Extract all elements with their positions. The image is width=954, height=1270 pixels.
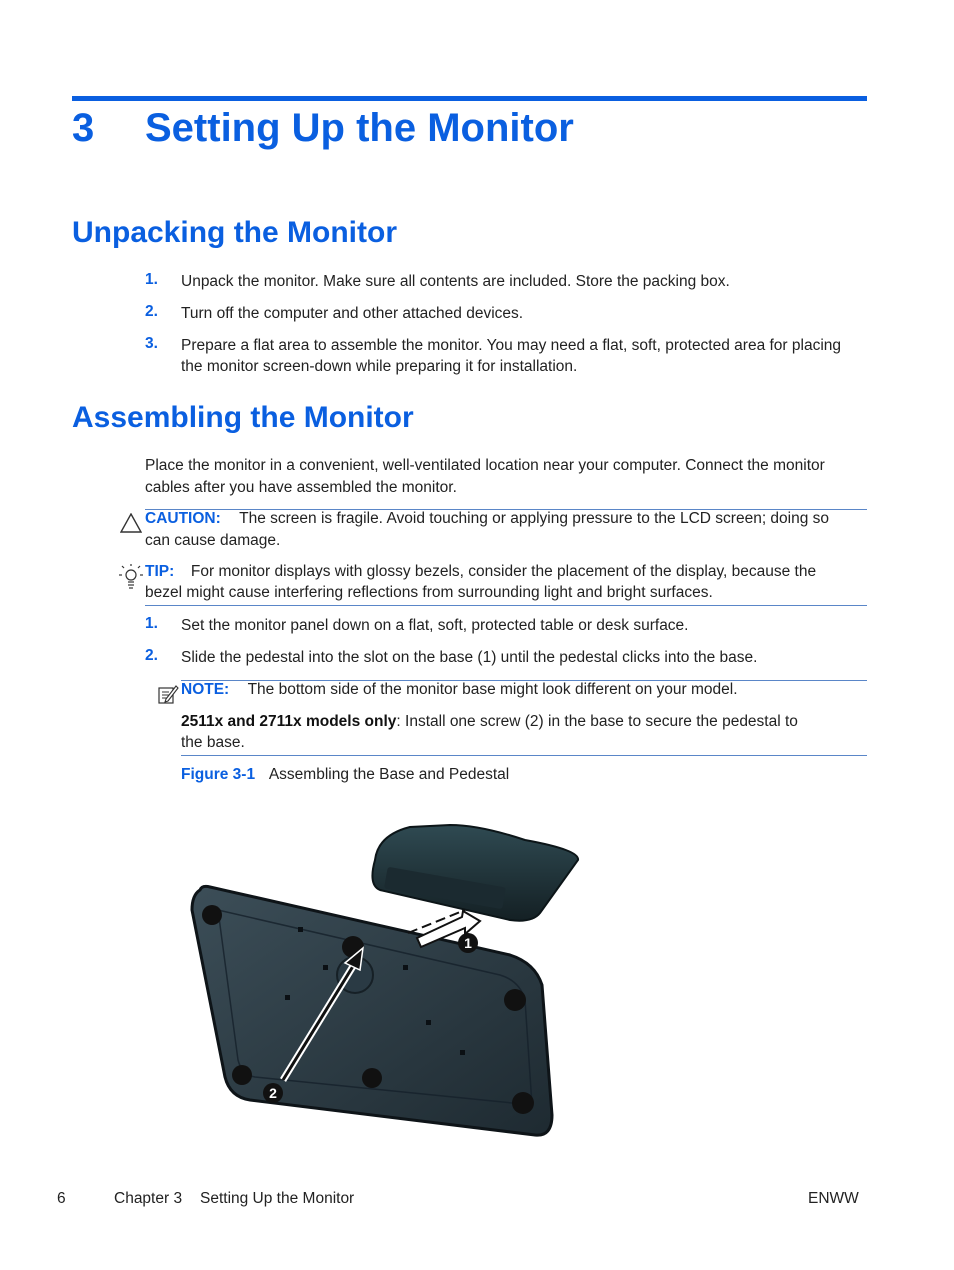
unpack-step-2-num: 2.: [145, 303, 158, 320]
chapter-title: Setting Up the Monitor: [145, 106, 574, 150]
note-rule-bottom: [181, 755, 867, 756]
monitor-pedestal: [372, 825, 578, 921]
assemble-step-1-text: Set the monitor panel down on a flat, soft, protected table or desk surface.: [181, 617, 689, 634]
note-block: [181, 679, 738, 700]
unpack-step-1-num: 1.: [145, 271, 158, 288]
note-text: The bottom side of the monitor base might look different on your model.: [247, 681, 738, 698]
svg-text:2: 2: [269, 1085, 277, 1101]
monitor-base: [192, 886, 552, 1135]
figure-caption: [181, 764, 509, 785]
figure-illustration: [180, 815, 600, 1145]
figure-caption-text: Assembling the Base and Pedestal: [268, 766, 510, 783]
svg-text:1: 1: [464, 935, 472, 951]
tip-line1: For monitor displays with glossy bezels, consider the placement of the display, because the: [190, 563, 817, 580]
caution-label: CAUTION:: [145, 510, 221, 527]
assembling-heading: Assembling the Monitor: [72, 401, 414, 434]
callout-1: [458, 933, 478, 953]
note-label: NOTE:: [181, 681, 230, 698]
callout-2: [263, 1083, 283, 1103]
unpack-step-1-text: Unpack the monitor. Make sure all contents are included. Store the packing box.: [181, 273, 730, 290]
unpack-step-3-line2: the monitor screen-down while preparing it for installation.: [181, 358, 578, 375]
unpacking-heading: Unpacking the Monitor: [72, 216, 397, 249]
assemble-step-1-num: 1.: [145, 615, 158, 632]
figure-label: Figure 3-1: [181, 766, 256, 783]
tip-block: [145, 561, 816, 582]
footer-chapter: Chapter 3: [114, 1190, 183, 1207]
footer-enww: ENWW: [808, 1190, 859, 1207]
unpack-step-3-num: 3.: [145, 335, 158, 352]
note-models-bold: 2511x and 2711x models only: [181, 713, 397, 730]
caution-block: [145, 508, 829, 529]
note-models-rest: : Install one screw (2) in the base to secure the pedestal to: [396, 713, 798, 730]
unpack-step-2-text: Turn off the computer and other attached devices.: [181, 305, 524, 322]
note-pencil-icon: [157, 683, 179, 705]
chapter-number: 3: [72, 106, 95, 150]
chapter-rule: [72, 96, 867, 101]
caution-line2: can cause damage.: [145, 532, 281, 549]
tip-line2: bezel might cause interfering reflections from surrounding light and bright surfaces.: [145, 584, 713, 601]
note-models-line2: the base.: [181, 734, 245, 751]
caution-line1: The screen is fragile. Avoid touching or applying pressure to the LCD screen; doing so: [239, 510, 830, 527]
note-models-line: [181, 711, 798, 732]
assemble-step-2-text: Slide the pedestal into the slot on the base (1) until the pedestal clicks into the base.: [181, 649, 758, 666]
assembling-intro-line1: Place the monitor in a convenient, well-ventilated location near your computer. Connect the monitor: [145, 457, 825, 474]
footer-title: Setting Up the Monitor: [200, 1190, 355, 1207]
assembling-intro-line2: cables after you have assembled the monitor.: [145, 479, 457, 496]
unpack-step-3-line1: Prepare a flat area to assemble the monitor. You may need a flat, soft, protected area for placing: [181, 337, 842, 354]
assemble-step-2-num: 2.: [145, 647, 158, 664]
tip-label: TIP:: [145, 563, 175, 580]
tip-rule: [145, 605, 867, 606]
footer-page-number: 6: [57, 1190, 66, 1207]
lightbulb-icon: [119, 564, 143, 590]
caution-icon: [120, 513, 142, 533]
